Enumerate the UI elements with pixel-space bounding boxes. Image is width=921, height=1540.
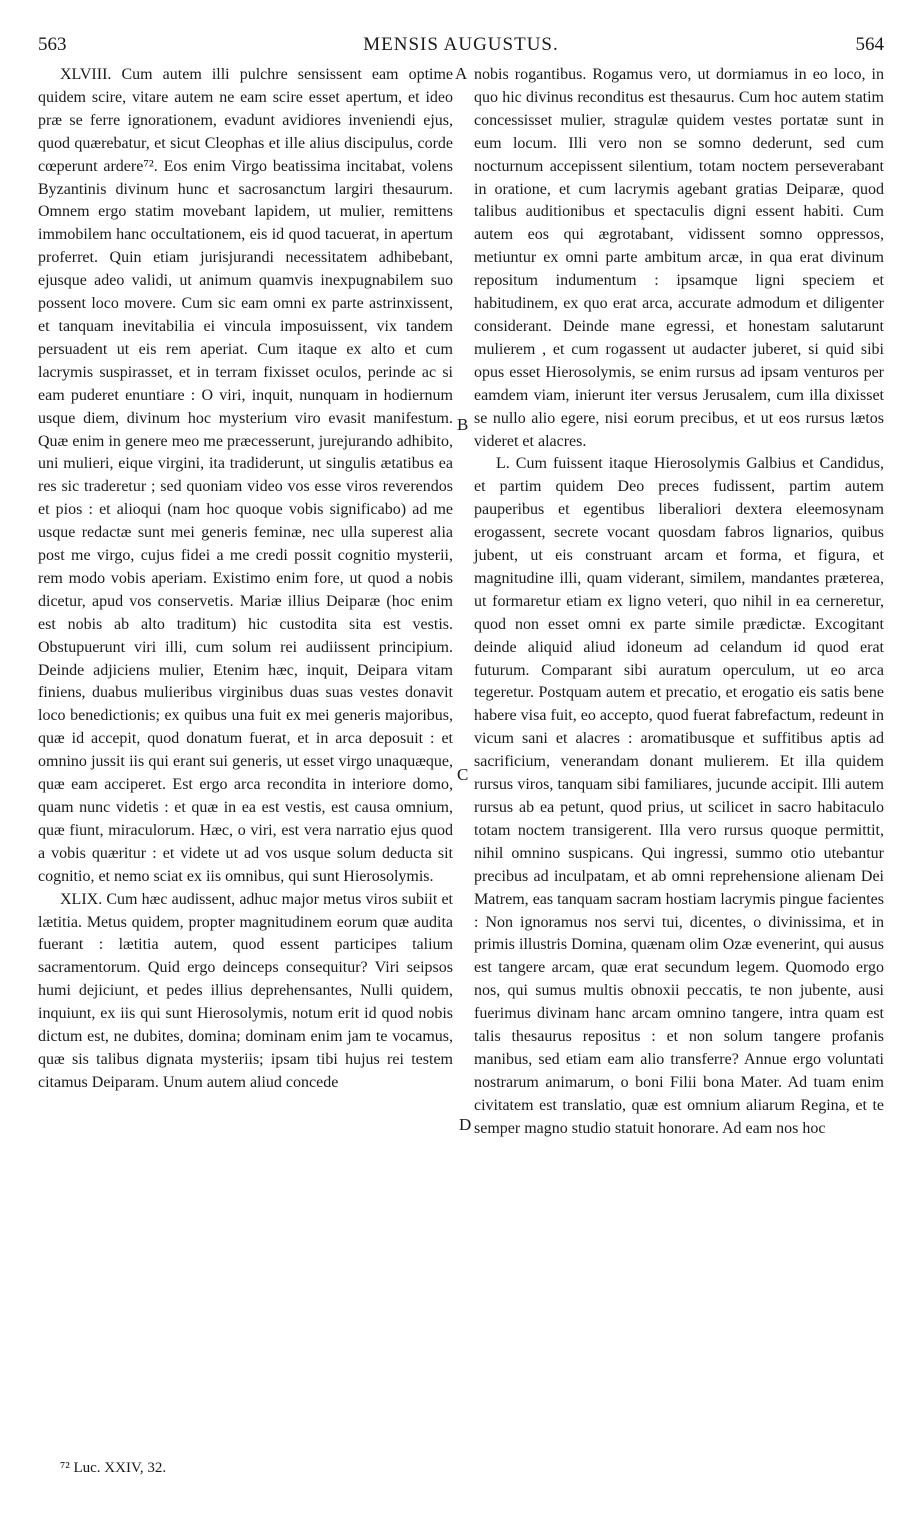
margin-marker-d: D [459,1115,472,1134]
page-header [38,34,884,62]
paragraph-xlix: XLIX. Cum hæc audissent, adhuc major metus viros subiit et lætitia. Metus quidem, propter magnitudinem eorum quæ audita fuerant : lætitia autem, quod essent participes talium sacramentorum. Quid ergo deinceps consequitur? Viri seipsos humi dejiciunt, et pedes illius deprehensantes, Nulli quidem, inquiunt, ex iis qui sunt Hierosolymis, notum erit id quod nobis dictum est, ne dubites, domina; dominam enim jam te vocamus, quæ sis talibus dignata mysteriis; ipsam tibi hujus rei testem citamus Deiparam. Unum autem aliud concede [38,890,453,1091]
margin-marker-c: C [457,765,469,784]
right-column [474,64,884,1141]
page-number-left: 563 [38,34,67,55]
paragraph-xlviii: XLVIII. Cum autem illi pulchre sensissent eam optime quidem scire, vitare autem ne eam scire esset apertum, et ideo præ se ferre ignorationem, evadunt avidiores inveniendi ejus, quod quærebatur, et sicut Cleophas et ille alius discipulus, corde cœperunt ardere⁷². Eos enim Virgo beatissima incitabat, volens Byzantinis divinum hunc et sacrosanctum largiri thesaurum. Omnem ergo statim movebant lapidem, ut mulier, remittens immobilem hanc occultationem, eis id quod tacuerat, in apertum proferret. Quin etiam jurisjurandi necessitatem adhibebant, ejusque adeo validi, ut animum quamvis inexpugnabilem suo possent loco movere. Cum sic eam omni ex parte astrinxissent, et tanquam inevitabilia ei vincula imposuissent, vix tandem persuadent ut eis rem aperiat. Cum itaque ex alto et cum lacrymis suspirasset, et in terram fixisset oculos, perinde ac si eam puderet enuntiare : O viri, inquit, nunquam in hodiernum usque diem, divinum hoc mysterium viro evasit manifestum. Quæ enim in genere meo me præcesserunt, jurejurando adhibito, uni mulieri, eique virgini, ita tradiderunt, ut singulis ætatibus ea res sic traderetur ; sed quoniam video vos esse viros reverendos et pios : et alioqui (nam hoc quoque vobis significabo) ad me usque redactæ sunt mei generis feminæ, nec ulla superest alia post me virgo, cujus fidei a me credi possit cognitio mysterii, rem modo vobis aperiam. Existimo enim fore, ut quod a nobis dicetur, apud vos conservetis. Mariæ illius Deiparæ (hoc enim est nobis ab alto traditum) hic custodita sita est vestis. Obstupuerunt viri illi, cum solum rei audiissent principium. Deinde adjiciens mulier, Etenim hæc, inquit, Deipara vitam finiens, duabus mulieribus virginibus duas suas vestes donavit loco benedictionis; ex quibus una fuit ex mei generis majoribus, quæ id accepit, quod donatum fuerat, et in arca deposuit : et omnino jussit iis qui erant sui generis, ut esset virgo unaquæque, quæ eam acciperet. Est ergo arca recondita in interiore domo, quam nunc videtis : et quæ in ea est vestis, est causa omnium, quæ fiunt, miraculorum. Hæc, o viri, est vera narratio ejus quod a vobis quæritur : et videte ut ad vos usque solum deducta sit cognitio, et nemo sciat ex iis omnibus, qui sunt Hierosolymis. [38,66,453,885]
running-title: MENSIS AUGUSTUS. [363,34,559,55]
left-column [38,64,453,1095]
margin-marker-a: A [455,64,468,83]
paragraph-continuation: nobis rogantibus. Rogamus vero, ut dormiamus in eo loco, in quo hic divinus reconditus est thesaurus. Cum hoc autem statim concessisset mulier, stragulæ quidem vestes portatæ sunt in eum locum. Illi vero non se somno dederunt, sed cum nocturnum accepissent silentium, totam noctem perseverabant in oratione, et cum lacrymis agebant gratias Deiparæ, quod talibus auditionibus et spectaculis digni essent habiti. Cum autem eos qui ægrotabant, vidissent somno oppressos, metiuntur ex omni parte ambitum arcæ, in qua erat divinum repositum indumentum : ipsamque ligni speciem et habitudinem, ex quo erat arca, accurate admodum et diligenter considerant. Deinde mane egressi, et honestam salutarunt mulierem , et cum rogassent ut audacter juberet, si quid sibi opus esset Hierosolymis, se enim rursus ad ipsam venturos per eamdem viam, inierunt iter versus Jerusalem, cum illa dixisset se nullo alio egere, nisi eorum precibus, et ut eos rursus lætos videret et alacres. [474,66,884,450]
page-number-right: 564 [855,34,884,55]
paragraph-l: L. Cum fuissent itaque Hierosolymis Galbius et Candidus, et partim quidem Deo preces fudissent, partim autem pauperibus et egentibus liberaliori dextera eleemosynam erogassent, secrete vocant quosdam fabros lignarios, quibus jubent, ut eis construant arcam et forma, et figura, et magnitudine illi, quam viderant, similem, mandantes præterea, ut formaretur etiam ex ligno veteri, quo nihil in ea cerneretur, quod non esset omni ex parte simile prædictæ. Excogitant deinde aliquid aliud idoneum ad celandum id quod erat futurum. Comparant sibi auratum operculum, ut eo arca tegeretur. Postquam autem et precatio, et erogatio eis satis bene habere visa fuit, eo accepto, quod fuerat fabrefactum, redeunt in vicum sani et alacres : aromatibusque et suffitibus aptis ad sacrificium, venerandam donant mulierem. Et illa quidem rursus viros, tanquam sibi familiares, jucunde accipit. Illi autem rursus ab ea petunt, quod prius, ut scilicet in sacro habitaculo totam noctem transigerent. Illa vero rursus quoque permittit, nihil omnino suspicans. Qui ingressi, summo otio utebantur precibus ad inculpatam, et ab omni reprehensione alienam Dei Matrem, eas tanquam sacram hostiam lacrymis pingue facientes : Non ignoramus nos servi tui, dicentes, o divinissima, et in primis illustris Domina, quænam olim Ozæ evenerint, qui ausus est tangere arcam, quæ erat secundum legem. Quomodo ergo nos, qui sumus multis obnoxii peccatis, te non jubente, ausi fuerimus divinam hanc arcam omnino tangere, intra quam est talis thesaurus repositus : et non solum tangere profanis manibus, sed etiam eam alio transferre? Annue ergo voluntati nostrarum animarum, o boni Filii bona Mater. Ad tuam enim civitatem est translatio, quæ est omnium aliarum Regina, et te semper magno studio statuit honorare. Ad eam nos hoc [474,455,884,1137]
margin-marker-b: B [457,415,469,434]
footnote: ⁷² Luc. XXIV, 32. [60,1460,167,1476]
